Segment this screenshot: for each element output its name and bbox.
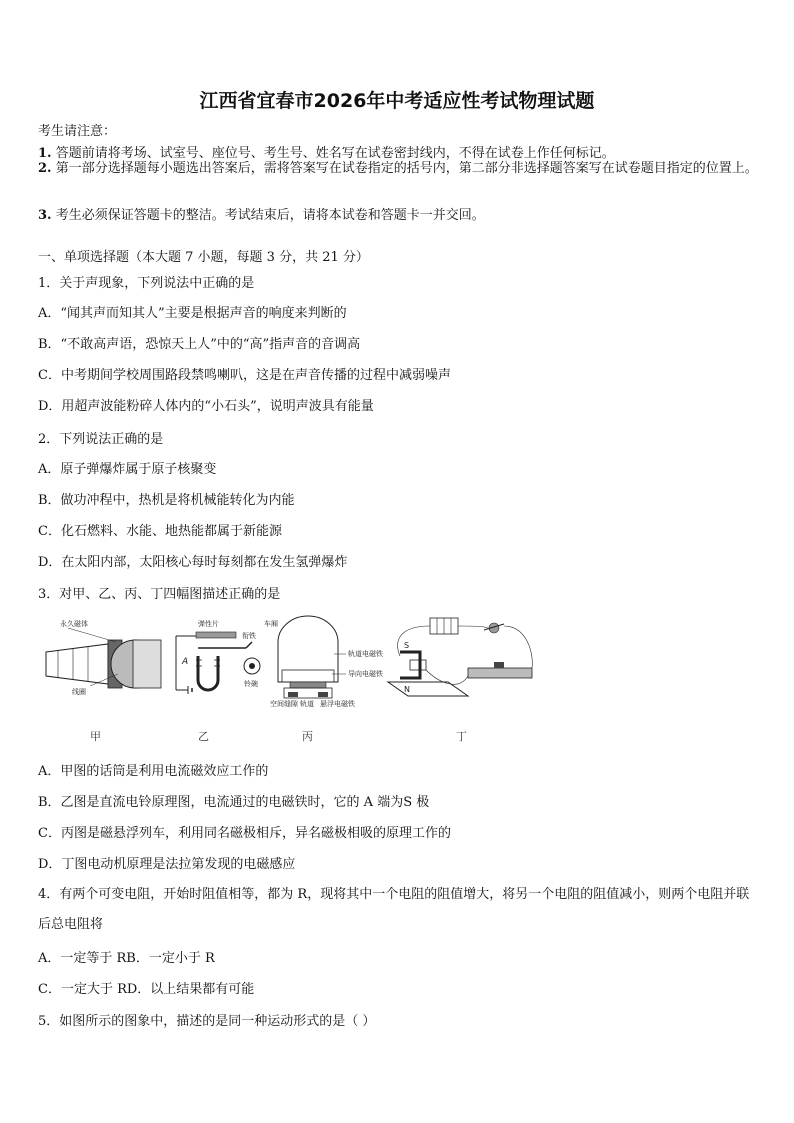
figure-caption: 丁 bbox=[456, 730, 467, 743]
question-stem: 4．有两个可变电阻，开始时阻值相等，都为 R，现将其中一个电阻的阻值增大，将另一个电阻的阻值减小，则两个电阻并联后总电阻将 bbox=[38, 887, 750, 932]
figure-label: 弹性片 bbox=[198, 620, 219, 628]
page-title: 江西省宜春市2026年中考适应性考试物理试题 bbox=[199, 90, 595, 112]
notice-item-text: 答题前请将考场、试室号、座位号、考生号、姓名写在试卷密封线内，不得在试卷上作任何标记。 bbox=[55, 146, 615, 161]
figure-label: 轨道电磁铁 bbox=[348, 650, 383, 658]
answer-option: B．乙图是直流电铃原理图，电流通过的电磁铁时，它的 A 端为S 极 bbox=[38, 795, 430, 810]
figure-label: 衔铁 bbox=[242, 632, 256, 640]
notice-item-text: 第一部分选择题每小题选出答案后，需将答案写在试卷指定的括号内，第二部分非选择题答案写在试卷题目指定的位置上。 bbox=[55, 161, 758, 176]
question-stem: 3．对甲、乙、丙、丁四幅图描述正确的是 bbox=[38, 587, 281, 602]
answer-option: A．原子弹爆炸属于原子核聚变 bbox=[38, 462, 217, 477]
answer-option: C．一定大于 RD．以上结果都有可能 bbox=[38, 982, 255, 997]
question-stem: 2．下列说法正确的是 bbox=[38, 432, 164, 447]
answer-option: C．丙图是磁悬浮列车，利用同名磁极相斥，异名磁极相吸的原理工作的 bbox=[38, 826, 451, 841]
answer-option: D．在太阳内部，太阳核心每时每刻都在发生氢弹爆炸 bbox=[38, 555, 348, 570]
figure-label: 空间缝隙 bbox=[270, 700, 298, 708]
figure-label: 轨道 bbox=[300, 700, 314, 708]
answer-option: A．一定等于 RB．一定小于 R bbox=[38, 951, 215, 966]
figure-label: A bbox=[182, 657, 189, 667]
microphone-diagram bbox=[46, 619, 161, 696]
section-heading: 一、单项选择题（本大题 7 小题，每题 3 分，共 21 分） bbox=[38, 250, 369, 265]
figure-label: 导向电磁铁 bbox=[348, 670, 383, 678]
answer-option: A．“闻其声而知其人”主要是根据声音的响度来判断的 bbox=[38, 306, 347, 321]
answer-option: C．化石燃料、水能、地热能都属于新能源 bbox=[38, 524, 282, 539]
answer-option: D．丁图电动机原理是法拉第发现的电磁感应 bbox=[38, 857, 296, 872]
figure-label: 线圈 bbox=[72, 688, 86, 696]
notice-item-number: 3. bbox=[38, 208, 52, 223]
figure-caption: 乙 bbox=[198, 730, 209, 743]
answer-option: A．甲图的话筒是利用电流磁效应工作的 bbox=[38, 764, 269, 779]
notice-item-number: 2. bbox=[38, 161, 52, 176]
answer-option: B．做功冲程中，热机是将机械能转化为内能 bbox=[38, 493, 295, 508]
figure-label: 铃碗 bbox=[244, 680, 258, 688]
question-stem: 5．如图所示的图象中，描述的是同一种运动形式的是（ ） bbox=[38, 1014, 376, 1029]
notice-header: 考生请注意： bbox=[38, 124, 117, 139]
answer-option: B．“不敢高声语，恐惊天上人”中的“高”指声音的音调高 bbox=[38, 337, 361, 352]
figure-caption: 丙 bbox=[302, 730, 313, 743]
figure-label: N bbox=[404, 685, 410, 694]
figure-label: S bbox=[404, 641, 410, 650]
figure-label: 永久磁体 bbox=[60, 620, 88, 628]
notice-item bbox=[38, 158, 758, 180]
figure-label: 悬浮电磁铁 bbox=[320, 700, 355, 708]
answer-option: D．用超声波能粉碎人体内的“小石头”，说明声波具有能量 bbox=[38, 399, 374, 414]
question-stem: 1．关于声现象，下列说法中正确的是 bbox=[38, 276, 255, 291]
notice-item-number: 1. bbox=[38, 146, 52, 161]
motor-circuit-diagram bbox=[388, 618, 532, 696]
notice-item bbox=[38, 204, 485, 223]
physics-figure bbox=[38, 612, 538, 742]
figure-caption: 甲 bbox=[90, 730, 101, 743]
notice-item-text: 考生必须保证答题卡的整洁。考试结束后，请将本试卷和答题卡一并交回。 bbox=[55, 208, 485, 223]
maglev-diagram bbox=[264, 616, 383, 708]
electric-bell-diagram bbox=[176, 619, 260, 694]
figure-label: 车厢 bbox=[264, 620, 278, 628]
answer-option: C．中考期间学校周围路段禁鸣喇叭，这是在声音传播的过程中减弱噪声 bbox=[38, 368, 451, 383]
